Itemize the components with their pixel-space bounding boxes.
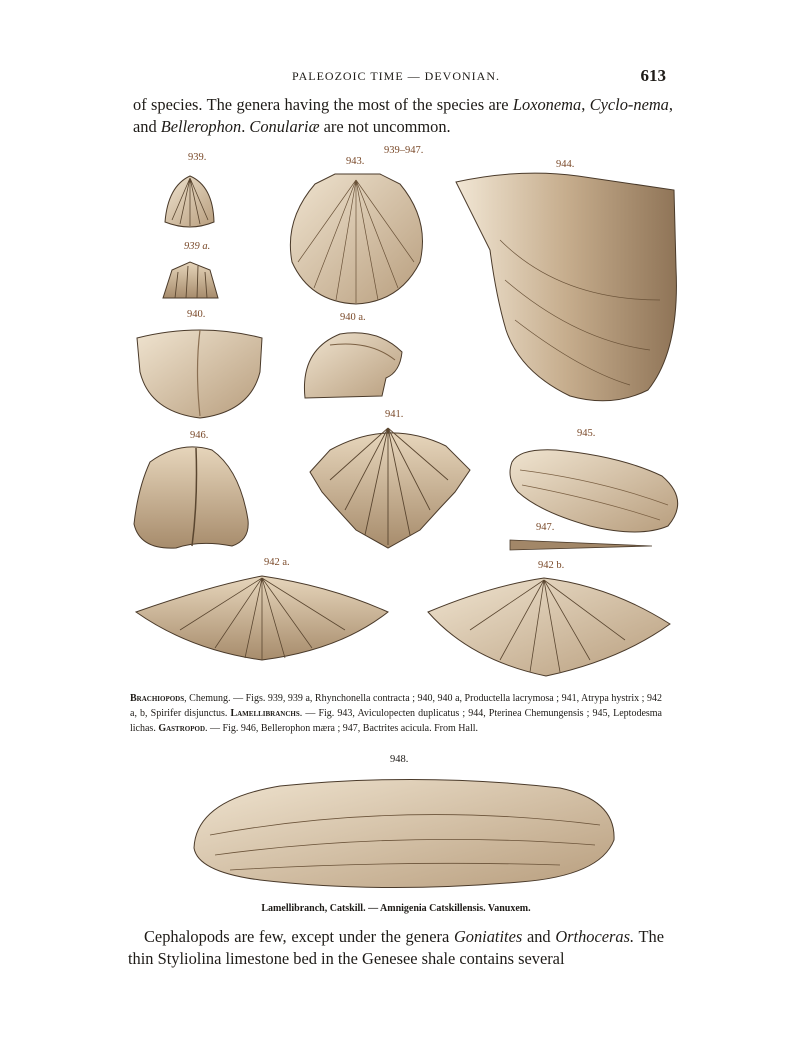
page-number: 613: [640, 66, 666, 85]
figure-label-941: 941.: [385, 409, 404, 420]
fossil-943: [290, 174, 422, 304]
intro-text: ,: [581, 95, 590, 114]
intro-text: .: [241, 117, 250, 136]
figure-label-940a: 940 a.: [340, 312, 366, 323]
fossil-940: [137, 330, 262, 418]
figure-label-944: 944.: [556, 159, 575, 170]
intro-text: , and: [133, 95, 673, 136]
figure-label-940: 940.: [187, 309, 206, 320]
figure-label-939a: 939 a.: [184, 241, 211, 252]
running-head: PALEOZOIC TIME — DEVONIAN.: [292, 69, 500, 83]
figure-label-939: 939.: [188, 152, 207, 163]
fossil-942b: [428, 578, 670, 676]
caption-text: . — Fig. 946, Bellerophon mæra ; 947, Bactrites acicula. From Hall.: [205, 723, 479, 734]
fossil-942a: [136, 576, 388, 660]
caption-group: Lamellibranchs: [230, 708, 300, 719]
fossil-944: [456, 173, 676, 401]
body-text: The thin Styliolina limestone bed in the Genesee shale contains several: [128, 927, 664, 968]
caption-group: Brachiopods: [130, 693, 185, 704]
genus-name: Orthoceras.: [555, 927, 635, 946]
figure-label-943: 943.: [346, 156, 365, 167]
fossil-939a: [163, 262, 218, 298]
figure-label-947: 947.: [536, 522, 555, 533]
fossil-946: [134, 447, 248, 548]
caption-text: , Chemung. — Figs. 939, 939 a, Rhynchonella contracta ; 940, 940 a, Productella lacrymosa ; 941, Atrypa hystrix ; 942 a, b, Spirifer disjunctus.: [130, 693, 662, 719]
fossil-941: [310, 428, 470, 548]
genus-name: Bellerophon: [160, 117, 242, 136]
caption-text: . — Fig. 943, Aviculopecten duplicatus ; 944, Pterinea Chemungensis ; 945, Leptodesma lichas.: [130, 708, 662, 734]
intro-text: of species. The genera having the most of the species are: [133, 95, 513, 114]
figure-948-caption: Lamellibranch, Catskill. — Amnigenia Catskillensis. Vanuxem.: [261, 903, 531, 914]
body-text: and: [522, 927, 556, 946]
figure-label-942b: 942 b.: [538, 560, 565, 571]
genus-name: Loxonema: [512, 95, 582, 114]
figure-label-group: 939–947.: [384, 145, 424, 156]
fossil-947: [510, 540, 652, 550]
figure-label-945: 945.: [577, 428, 596, 439]
figure-label-942a: 942 a.: [264, 557, 290, 568]
figure-label-946: 946.: [190, 430, 209, 441]
caption-group: Gastropod: [158, 723, 205, 734]
body-paragraph: [128, 926, 664, 970]
fossil-939: [165, 176, 214, 227]
genus-name: Conulariæ: [249, 117, 320, 136]
genus-name: Goniatites: [453, 927, 523, 946]
body-text: Cephalopods are few, except under the genera: [144, 927, 454, 946]
genus-name: Cyclo-nema: [589, 95, 669, 114]
fossil-940a: [304, 333, 402, 398]
figure-label-948: 948.: [390, 754, 409, 765]
intro-text: are not uncommon.: [319, 117, 451, 136]
fossil-945: [510, 450, 678, 532]
plate-caption: [130, 691, 662, 736]
fossil-948: [194, 779, 614, 887]
